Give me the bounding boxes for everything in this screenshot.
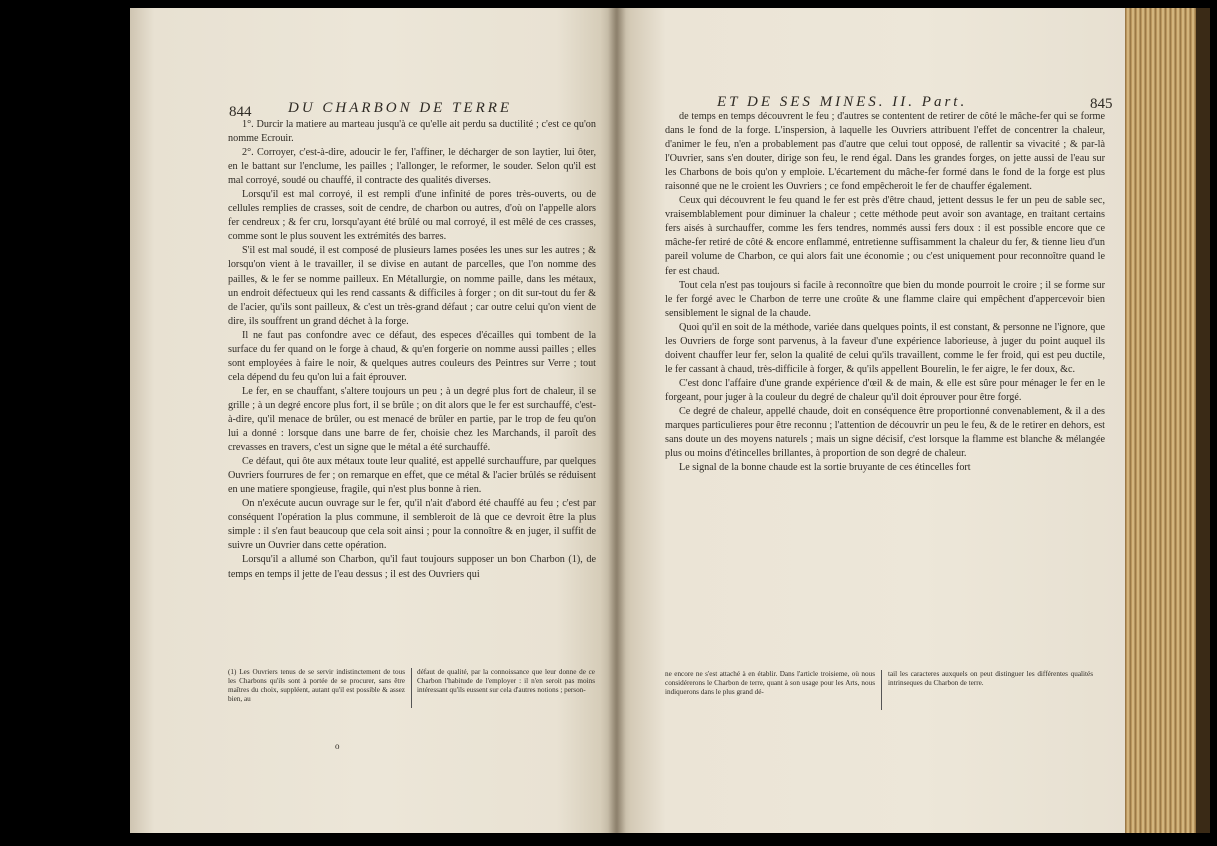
footnote-column-2: tail les caracteres auxquels on peut distinguer les différentes qualités intrinseques du Charbon de terre. [888, 670, 1093, 687]
page-number: 844 [229, 104, 252, 120]
body-text [228, 118, 596, 582]
paragraph: Lorsqu'il est mal corroyé, il est rempli d'une infinité de pores très-ouverts, ou de cellules remplies de crasses, soit de cendre, de charbon ou autres, d'où on l'appelle alors fer cendreux ; & fer cru, lorsqu'ayant été brûlé ou mal corroyé, il est mêlé de ces crasses, comme sont le plus souvent les extrémités des barres. [228, 189, 596, 243]
running-head: ET DE SES MINES. II. Part. [717, 94, 968, 110]
body-text [665, 110, 1105, 475]
paragraph: de temps en temps découvrent le feu ; d'autres se contentent de retirer de côté le mâche-fer qui se forme dans le fond de la forge. L'inspersion, à laquelle les Ouvriers attribuent l'effet de concentrer la chaleur, d'animer le feu, n'en a probablement pas d'autre que celui tout opposé, de rallentir sa vivacité ; & par-là l'Ouvrier, sans s'en douter, dirige son feu, le rend égal. Dans les grandes forges, on jette aussi de l'eau sur les Charbons de bois qu'on y emploie. L'écartement du mâche-fer formé dans le fond de la forge est plus raisonné que ne le croient les Ouvriers ; ce fond empêcheroit le fer de chauffer également. [665, 111, 1105, 193]
book-spread [130, 8, 1210, 833]
page-number: 845 [1090, 96, 1113, 112]
footnote-column-2: défaut de qualité, par la connoissance que leur donne de ce Charbon l'habitude de l'employer : il n'en seroit pas moins intéressant qu'ils eussent sur cela d'autres notions ; person- [417, 668, 595, 694]
paragraph: Quoi qu'il en soit de la méthode, variée dans quelques points, il est constant, & personne ne l'ignore, que les Ouvriers de forge sont parvenus, à la faveur d'une expérience laborieuse, à juger du point auquel ils doivent chauffer leur fer, selon la qualité de celui qu'ils travaillent, comme le fer froid, qui est peu ductile, le fer cassant à chaud, très-difficile à forger, & qu'ils appellent Bourelin, le fer aigre, le fer doux, &c. [665, 321, 1105, 375]
right-page [615, 8, 1125, 833]
footnote-column-1: ne encore ne s'est attaché à en établir. Dans l'article troisieme, où nous considérerons le Charbon de terre, quant à son usage pour les Arts, nous indiquerons dans le plus grand dé- [665, 670, 875, 696]
paragraph: Ce défaut, qui ôte aux métaux toute leur qualité, est appellé surchauffure, par quelques Ouvriers fourrures de fer ; on remarque en effet, que ce métal & l'acier brûlés se réduisent en une matiere spongieuse, fragile, qui n'est plus bonne à rien. [228, 456, 596, 496]
paragraph: C'est donc l'affaire d'une grande expérience d'œil & de main, & elle est sûre pour ménager le fer en le forgeant, pour juger à la couleur du degré de chaleur qu'il doit éprouver pour être forgé. [665, 377, 1105, 403]
paragraph: Ce degré de chaleur, appellé chaude, doit en conséquence être proportionné convenablement, & il a des marques particulieres pour être reconnu ; l'attention de découvrir un peu le feu, & de le retirer en dehors, est sans doute un des moyens naturels ; mais un signe décisif, c'est lorsque la flamme est blanche & mélangée plus ou moins d'étincelles brillantes, à proportion de son degré de chaleur. [665, 405, 1106, 460]
paragraph: Ceux qui découvrent le feu quand le fer est près d'être chaud, jettent dessus le fer un peu de sable sec, vraisemblablement pour diminuer la chaleur ; cette méthode peut avoir son avantage, en traitant certains fers aisés à surchauffer, comme les fers tendres, nommés aussi fers doux : il est possible encore que ce mâche-fer retiré de côté & encore enflammé, entretienne suffisamment la chaleur du fer, & tienne lieu d'un pareil volume de Charbon, ce qui alors fait une économie ; ou c'est uniquement pour reconnoître quand le fer est chaud. [665, 195, 1105, 277]
footnote-column-1: (1) Les Ouvriers tenus de se servir indistinctement de tous les Charbons qu'ils sont à portée de se procurer, sans être maîtres du choix, suppléent, autant qu'il est possible & assez bien, au [228, 668, 405, 703]
paragraph: 1°. Durcir la matiere au marteau jusqu'à ce qu'elle ait perdu sa ductilité ; c'est ce qu'on nomme Ecrouir. [228, 119, 596, 145]
footnote-divider [881, 670, 882, 710]
paragraph: 2°. Corroyer, c'est-à-dire, adoucir le fer, l'affiner, le décharger de son laytier, lui ôter, en le battant sur l'enclume, les pailles ; l'allonger, le reformer, le souder. Selon qu'il est mal corroyé, soudé ou chauffé, il contracte des qualités diverses. [228, 147, 596, 187]
running-head: DU CHARBON DE TERRE [288, 100, 513, 116]
paragraph: Le fer, en se chauffant, s'altere toujours un peu ; à un degré plus fort de chaleur, il se grille ; à un degré encore plus fort, il se brûle ; on dit alors que le fer est surchauffé, c'est-à-dire, qu'il menace de brûler, ou est menacé de brûler en partie, par le trop de feu qu'on lui a donné : lorsque dans une barre de fer, choisie chez les Marchands, il paroît des crevasses en travers, c'est un signe que le métal a été surchauffé. [228, 385, 596, 454]
paragraph: Lorsqu'il a allumé son Charbon, qu'il faut toujours supposer un bon Charbon (1), de temps en temps il jette de l'eau dessus ; il est des Ouvriers qui [228, 554, 596, 580]
signature-mark: o [335, 741, 340, 751]
paragraph: Le signal de la bonne chaude est la sortie bruyante de ces étincelles fort [679, 462, 971, 474]
paragraph: S'il est mal soudé, il est composé de plusieurs lames posées les unes sur les autres ; & lorsqu'on vient à le travailler, il se divise en autant de parcelles, que l'on nomme des pailles, & le fer se nomme pailleux. En Métallurgie, on nomme paille, dans les métaux, un endroit défectueux qui les rend cassants & difficiles à forger ; on dit sur-tout du fer & de l'acier, qu'ils sont pailleux, & c'est un très-grand défaut ; car outre celui qu'on vient de dire, ils souffrent un grand déchet à la forge. [228, 245, 596, 327]
paragraph: Il ne faut pas confondre avec ce défaut, des especes d'écailles qui tombent de la surface du fer quand on le forge à chaud, & qu'en forgerie on nomme aussi pailles ; elles sont employées à faire le noir, & quelques autres couleurs des Peintres sur Verre ; tout cela dépend du feu qu'on lui a fait éprouver. [228, 329, 596, 383]
paragraph: On n'exécute aucun ouvrage sur le fer, qu'il n'ait d'abord été chauffé au feu ; c'est par conséquent l'opération la plus commune, il sembleroit de là que ce devroit être la plus simple : il s'en faut beaucoup que cela soit ainsi ; pour la connoître & en juger, il suffit de suivre un Ouvrier dans cette opération. [228, 498, 596, 552]
gutter-shadow [608, 8, 626, 833]
paragraph: Tout cela n'est pas toujours si facile à reconnoître que bien du monde pourroit le croire ; il se forme sur le fer forgé avec le Charbon de terre une croûte & une flamme claire qui empêchent d'appercevoir bien sensiblement le signal de la chaude. [665, 279, 1105, 319]
left-page [130, 8, 615, 833]
page-edges [1125, 8, 1210, 833]
footnote-divider [411, 668, 412, 708]
